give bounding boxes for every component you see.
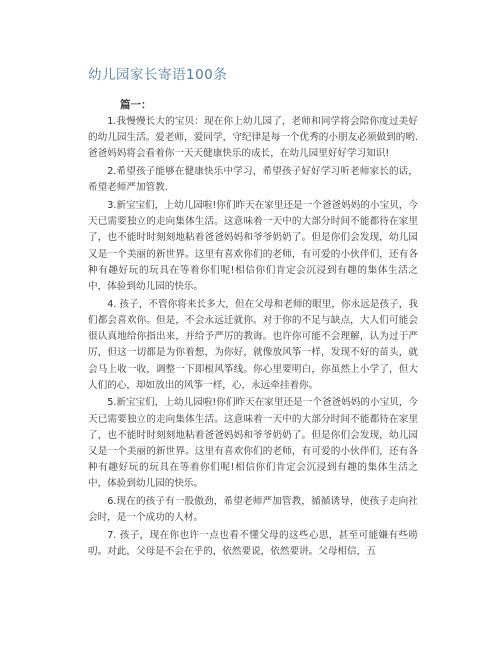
paragraph-3: 3.新宝宝们，上幼儿园啦!你们昨天在家里还是一个爸爸妈妈的小宝贝，今天已需要独立的走向集体生活。这意味着一天中的大部分时间不能都待在家里了，也不能时时刻刻地粘着爸爸妈妈和爷爷奶奶了。但是你们会发现，幼儿园又是一个美丽的新世界。这里有喜欢你们的老师，有可爱的小伙伴们，还有各种有趣好玩的玩具在等着你们呢!相信你们肯定会沉浸到有趣的集体生活之中，体验到幼儿园的快乐。 [88, 200, 418, 293]
document-body [88, 114, 418, 562]
paragraph-2: 2.希望孩子能够在健康快乐中学习，希望孩子好好学习听老师家长的话，希望老师严加管教. [88, 166, 418, 194]
paragraph-6: 6.现在的孩子有一股傲劲，希望老师严加管教，循循诱导，使孩子走向社会时，是一个成功的人材。 [88, 496, 418, 524]
paragraph-7: 7. 孩子，现在你也许一点也看不懂父母的这些心思，甚至可能嫌有些唠叨。对此，父母是不会在乎的，依然要说，依然要讲。父母相信，五 [88, 530, 418, 558]
document-title: 幼儿园家长寄语100条 [88, 67, 228, 83]
paragraph-5: 5.新宝宝们，上幼儿园啦!你们昨天在家里还是一个爸爸妈妈的小宝贝，今天已需要独立的走向集体生活。这意味着一天中的大部分时间不能都待在家里了，也不能时时刻刻地粘着爸爸妈妈和爷爷奶奶了。但是你们会发现，幼儿园又是一个美丽的新世界。这里有喜欢你们的老师，有可爱的小伙伴们，还有各种有趣好玩的玩具在等着你们呢!相信你们肯定会沉浸到有趣的集体生活之中，体验到幼儿园的快乐。 [88, 397, 418, 490]
paragraph-1: 1.我慢慢长大的宝贝：现在你上幼儿园了，老师和同学将会陪你度过美好的幼儿园生活。爱老师，爱同学，守纪律是每一个优秀的小朋友必须做到的哟.爸爸妈妈将会看着你一天天健康快乐的成长，在幼儿园里好好学习知识! [88, 116, 418, 160]
paragraph-4: 4. 孩子，不管你将来长多大，但在父母和老师的眼里，你永远是孩子，我们都会喜欢你。但是，不会永远迁就你。对于你的不足与缺点，大人们可能会很认真地给你指出来，并给予严厉的教诲。也许你可能不会理解，认为过于严厉，但这一切都是为你着想，为你好，就像放风筝一样，发现不好的苗头，就会马上收一收，调整一下即根风筝线。你心里要明白，你虽然上小学了，但大人们的心，却如放出的风筝一样，心，永远牵挂着你。 [88, 298, 418, 391]
section-heading: 篇一： [120, 99, 152, 111]
